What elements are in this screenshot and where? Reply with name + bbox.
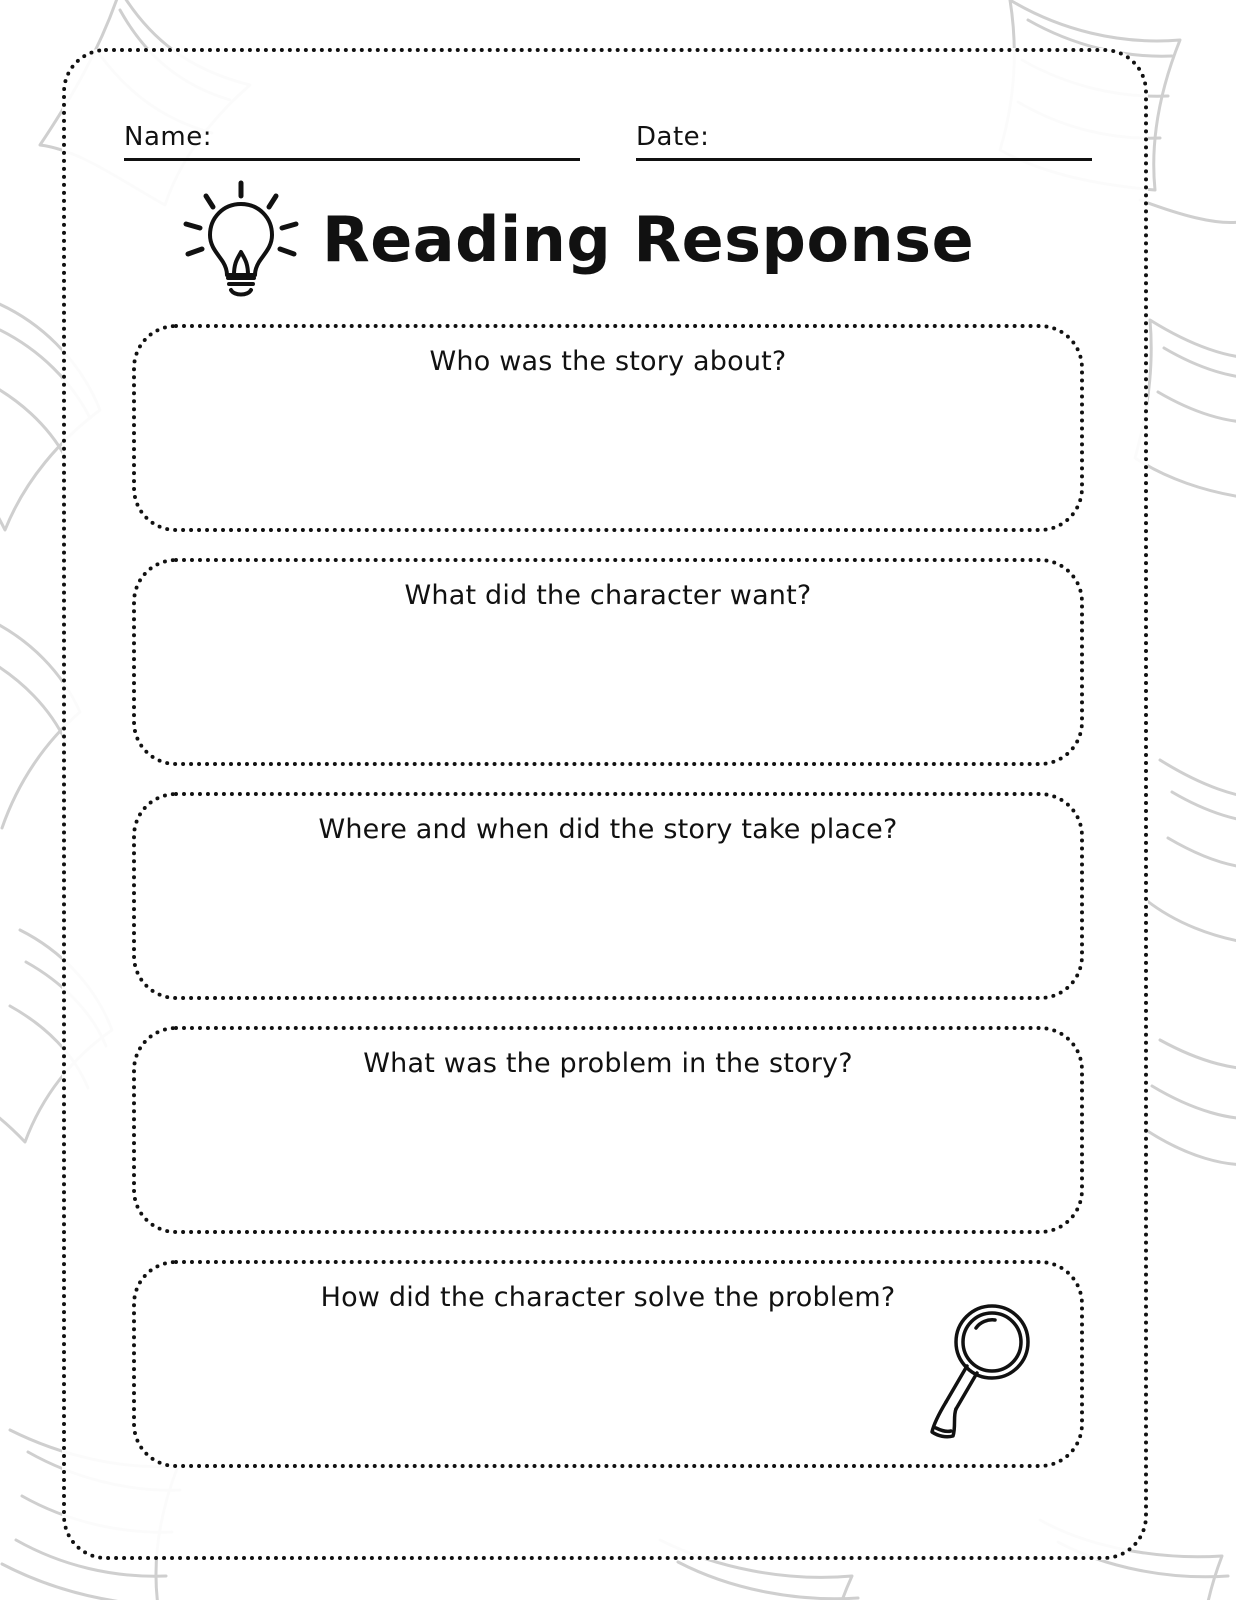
title-row [176,174,974,304]
date-label: Date: [636,122,710,152]
name-field[interactable] [124,104,580,161]
prompt-box-who [132,324,1084,532]
name-label: Name: [124,122,212,152]
prompt-box-want [132,558,1084,766]
prompt-box-setting [132,792,1084,1000]
prompt-label: What was the problem in the story? [363,1048,853,1079]
worksheet-sheet [62,48,1148,1560]
answer-area-who[interactable] [162,396,1054,512]
prompt-label: Where and when did the story take place? [318,814,898,845]
date-field[interactable] [636,104,1092,161]
answer-area-want[interactable] [162,630,1054,746]
magnifying-glass-icon [920,1296,1046,1446]
answer-area-problem[interactable] [162,1098,1054,1214]
prompt-box-solution [132,1260,1084,1468]
prompt-label: Who was the story about? [429,346,787,377]
page-title: Reading Response [322,202,975,276]
answer-area-setting[interactable] [162,864,1054,980]
student-info-row [124,104,1092,161]
prompt-list [132,324,1084,1494]
prompt-label: How did the character solve the problem? [320,1282,896,1313]
prompt-box-problem [132,1026,1084,1234]
lightbulb-icon [176,174,306,304]
prompt-label: What did the character want? [404,580,812,611]
